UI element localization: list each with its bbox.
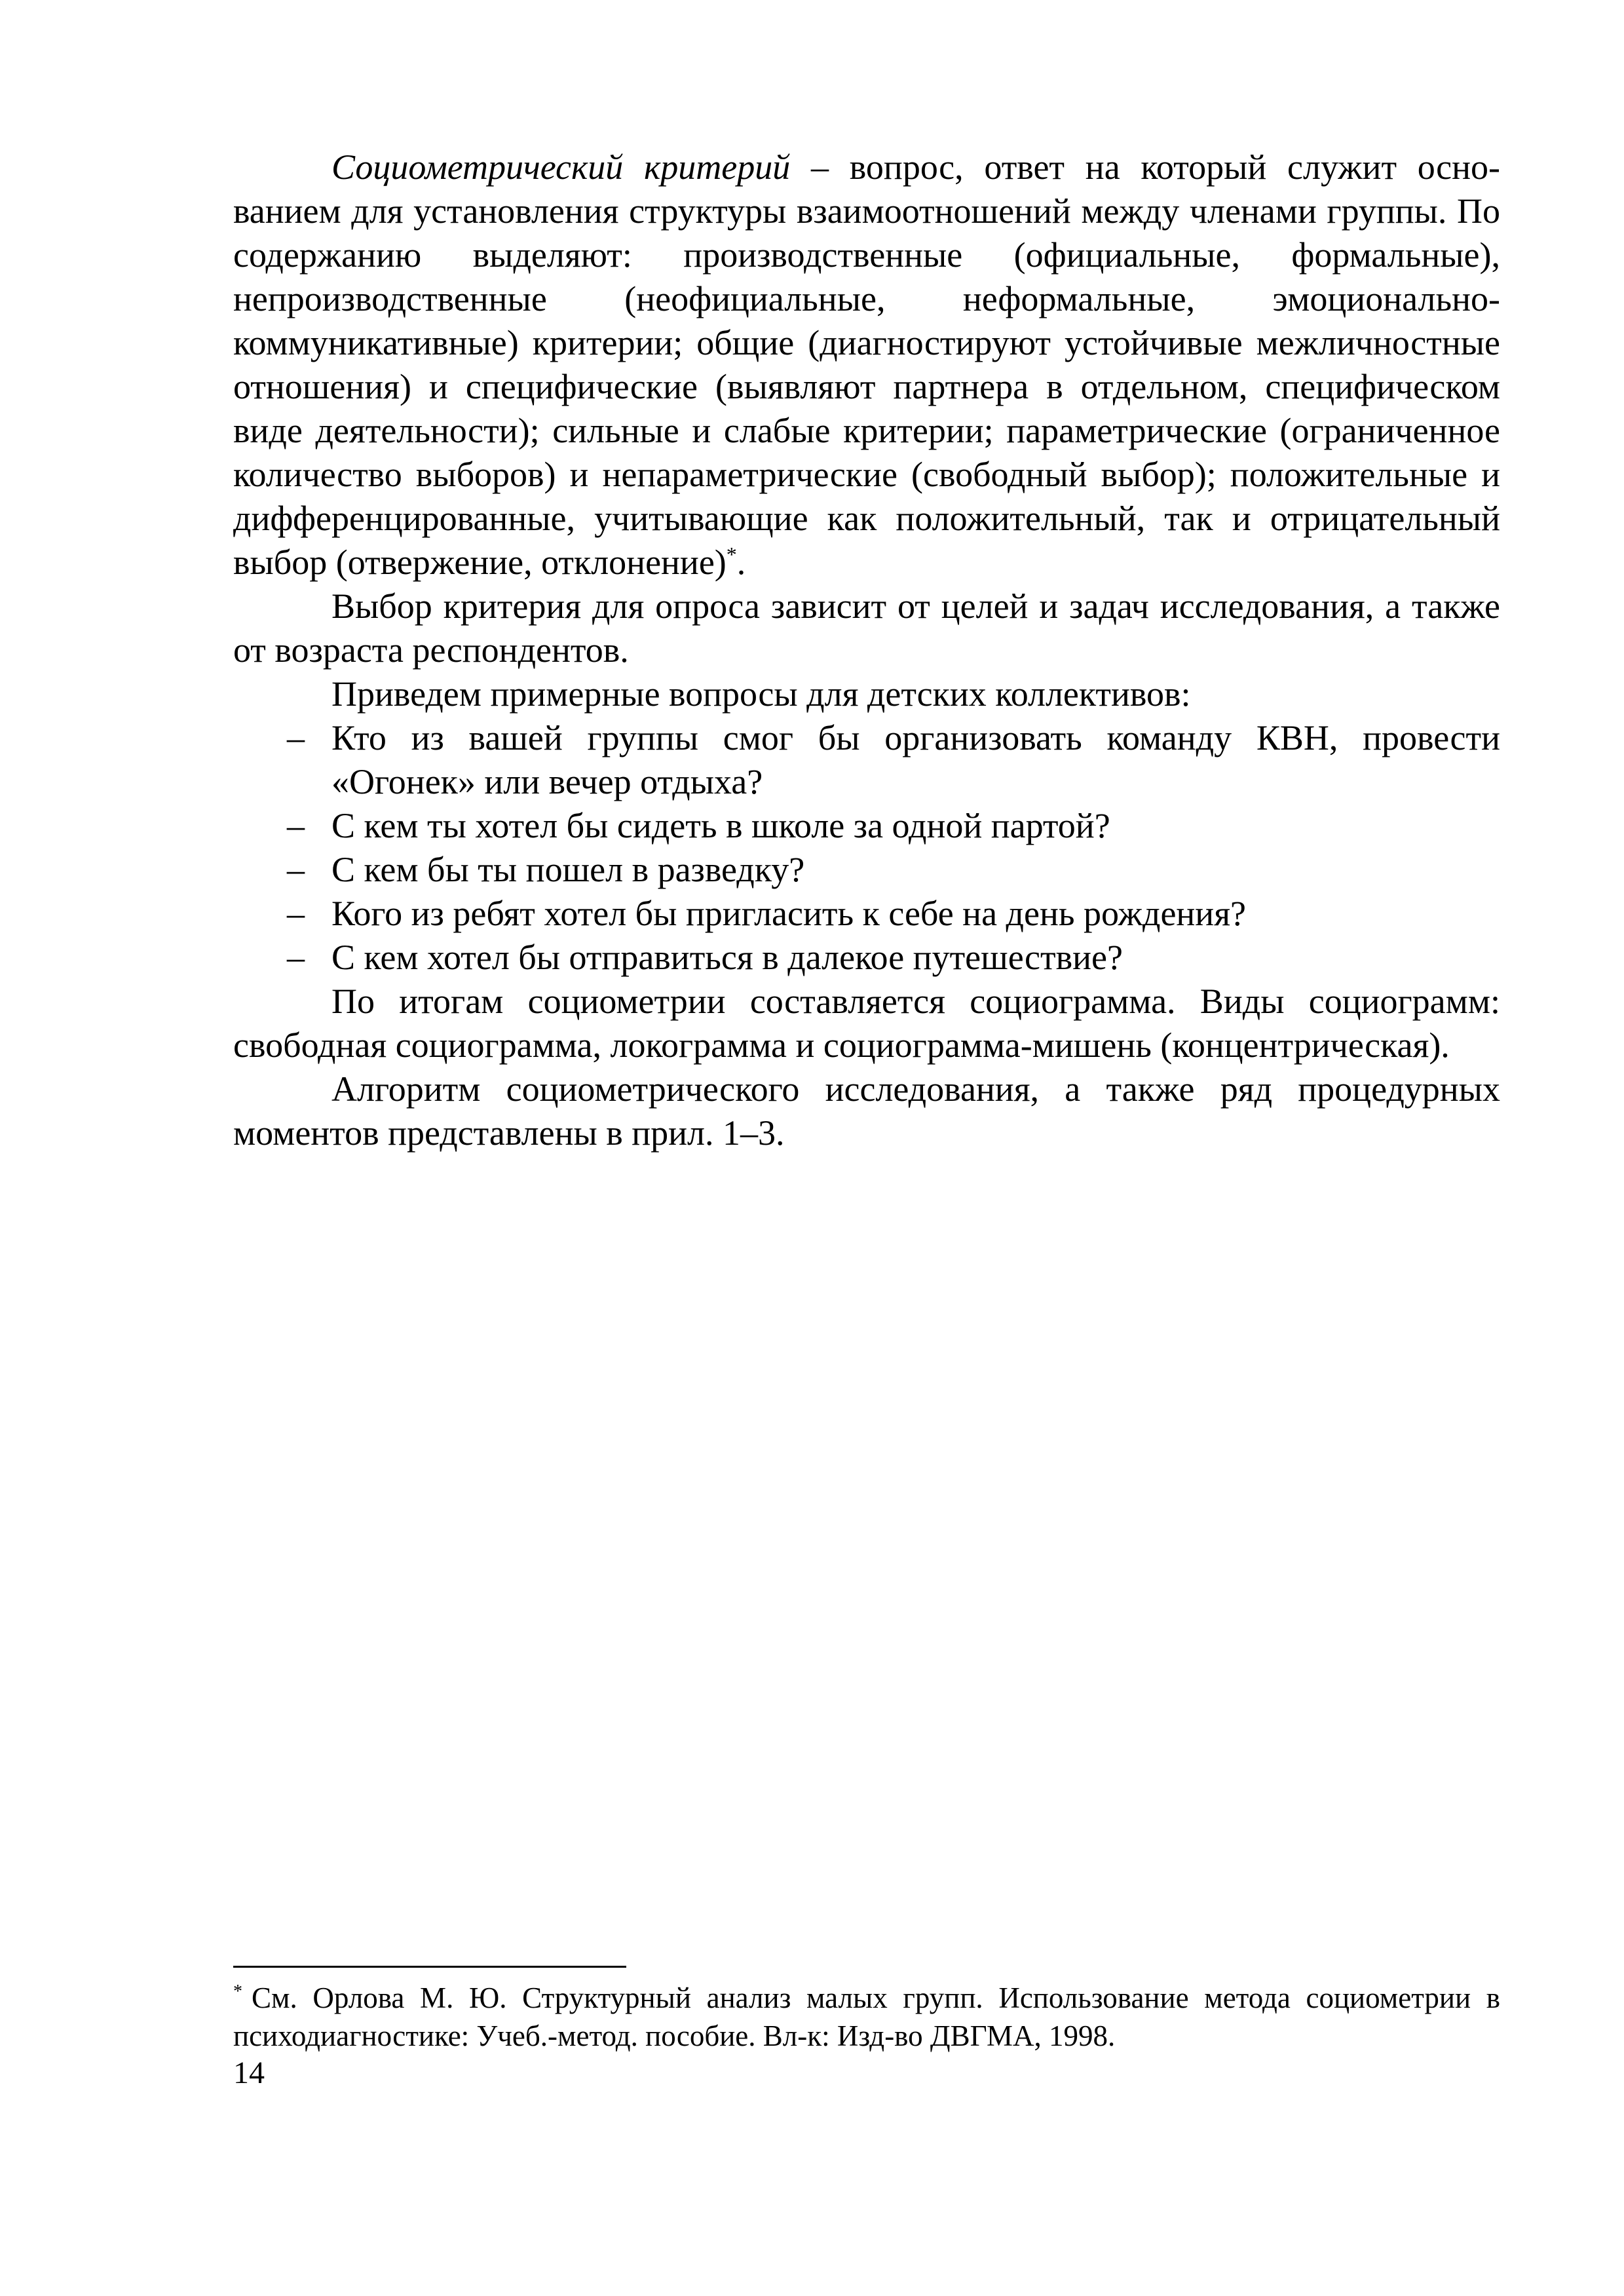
main-text	[233, 145, 1500, 1155]
definition-text: – вопрос, ответ на который служит основанием для установления структуры взаимоотношений между членами группы. По содержанию выделяют: производственные (официальные, формальные), непроизводственные (неофициальные, неформальные, эмоционально-коммуникативные) критерии; общие (диагностируют устойчивые межличностные отношения) и специфические (выявляют партнера в отдельном, специфическом виде деятельности); сильные и слабые критерии; параметрические (ограниченное количество выборов) и непараметрические (свободный выбор); положительные и дифференцированные, учитывающие как положительный, так и отрицательный выбор (отвержение, отклонение)	[233, 147, 1500, 582]
question-text: С кем ты хотел бы сидеть в школе за одной партой?	[331, 806, 1110, 845]
dash-bullet: –	[287, 850, 305, 889]
question-text: С кем хотел бы отправиться в далекое путешествие?	[331, 938, 1123, 977]
questions-list	[233, 716, 1500, 980]
term-sociometric-criterion: Социометрический критерий	[331, 147, 791, 187]
dash-bullet: –	[287, 806, 305, 845]
question-text: Кого из ребят хотел бы пригласить к себе на день рождения?	[331, 894, 1247, 933]
list-item	[233, 804, 1500, 848]
dash-bullet: –	[287, 718, 305, 757]
footnote-divider	[233, 1966, 626, 1968]
definition-end: .	[736, 543, 746, 582]
list-item	[233, 848, 1500, 892]
footnote-text: См. Орлова М. Ю. Структурный анализ малых групп. Использование метода социометрии в психодиагностике: Учеб.-метод. пособие. Вл-к: Изд-во ДВГМА, 1998.	[233, 1981, 1500, 2052]
paragraph-definition	[233, 145, 1500, 584]
dash-bullet: –	[287, 894, 305, 933]
list-item	[233, 716, 1500, 804]
footnote-mark: *	[233, 1981, 242, 2002]
dash-bullet: –	[287, 938, 305, 977]
paragraph-questions-intro: Приведем примерные вопросы для детских коллективов:	[331, 674, 1191, 714]
list-item	[233, 892, 1500, 936]
list-item	[233, 936, 1500, 980]
paragraph-sociogram-types: По итогам социометрии составляется социограмма. Виды социограмм: свободная социограмма, локограмма и социограмма-мишень (концентрическая).	[233, 982, 1500, 1065]
page-number: 14	[233, 2056, 265, 2090]
question-text: Кто из вашей группы смог бы организовать команду КВН, провести «Огонек» или вечер отдыха?	[331, 718, 1500, 801]
footnote-reference[interactable]: *	[726, 543, 737, 566]
paragraph-algorithm: Алгоритм социометрического исследования, а также ряд процедурных моментов представлены в прил. 1–3.	[233, 1069, 1500, 1153]
question-text: С кем бы ты пошел в разведку?	[331, 850, 805, 889]
footnote	[233, 1979, 1500, 2055]
paragraph-criterion-choice: Выбор критерия для опроса зависит от целей и задач исследования, а также от возраста респондентов.	[233, 586, 1500, 670]
